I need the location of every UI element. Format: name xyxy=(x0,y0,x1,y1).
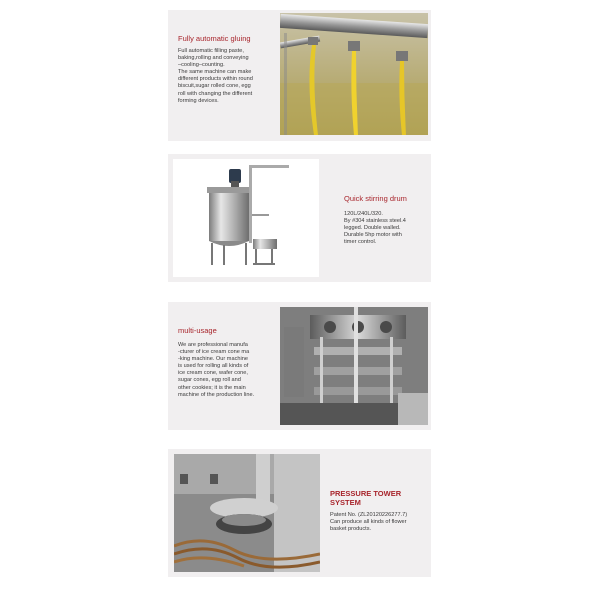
section-title: multi-usage xyxy=(178,326,217,335)
stirring-drum-photo xyxy=(173,159,319,277)
section-body: Full automatic filling paste, baking,rolling and conveying –cooling–counting. The same machine can make different products within round biscuit,sugar rolled cone, egg roll with changing the different forming devices. xyxy=(178,48,253,104)
section-body: We are professional manufa -cturer of ice cream cone ma -king machine. Our machine is used for rolling all kinds of ice cream cone, wafer cone, sugar cones, egg roll and other cookies; it is the main machine of the production line. xyxy=(178,342,255,398)
section-body: 120L/240L/320. By #304 stainless steel.4 legged. Double walled. Durable 5hp motor with timer control. xyxy=(344,211,406,246)
section-body: Patent No. (ZL20120226277.7) Can produce all kinds of flower basket products. xyxy=(330,512,408,533)
section-pressure-tower-system xyxy=(168,449,431,577)
section-title: Quick stirring drum xyxy=(344,194,407,203)
pressure-tower-photo xyxy=(174,454,320,572)
rolling-machine-photo xyxy=(280,307,428,425)
section-fully-automatic-gluing xyxy=(168,10,431,141)
section-title: PRESSURE TOWER SYSTEM xyxy=(330,489,402,507)
section-multi-usage xyxy=(168,302,431,430)
section-quick-stirring-drum xyxy=(168,154,431,282)
section-title: Fully automatic gluing xyxy=(178,34,251,43)
gluing-nozzles-photo xyxy=(280,13,428,135)
